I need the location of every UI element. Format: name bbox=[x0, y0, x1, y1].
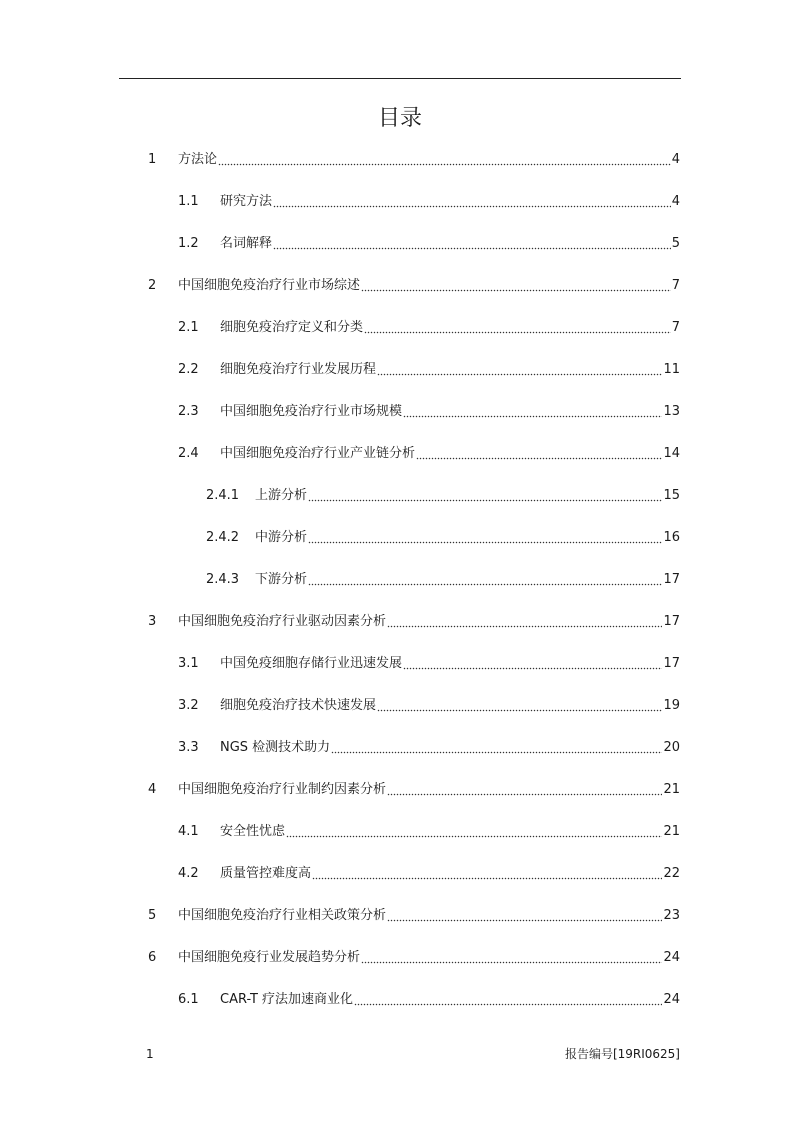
toc-entry-number: 3.2 bbox=[178, 698, 199, 713]
toc-leader-dots bbox=[387, 780, 662, 800]
toc-entry-title[interactable]: 质量管控难度高 bbox=[220, 866, 312, 881]
toc-entry-number: 4.2 bbox=[178, 866, 199, 881]
toc-leader-dots bbox=[308, 528, 662, 548]
toc-entry-title[interactable]: NGS 检测技术助力 bbox=[220, 740, 331, 755]
toc-entry-title[interactable]: 中国细胞免疫治疗行业市场规模 bbox=[220, 404, 403, 419]
toc-entry-title[interactable]: 中国细胞免疫治疗行业市场综述 bbox=[178, 278, 361, 293]
toc-entry[interactable] bbox=[178, 360, 680, 380]
toc-entry-page: 14 bbox=[663, 446, 680, 461]
toc-entry-page: 24 bbox=[663, 950, 680, 965]
toc-leader-dots bbox=[308, 486, 662, 506]
toc-entry-page: 24 bbox=[663, 992, 680, 1007]
toc-entry-page: 22 bbox=[663, 866, 680, 881]
toc-entry-number: 2.1 bbox=[178, 320, 199, 335]
toc-entry-title[interactable]: 中国细胞免疫治疗行业制约因素分析 bbox=[178, 782, 387, 797]
toc-leader-dots bbox=[308, 570, 662, 590]
toc-leader-dots bbox=[361, 948, 662, 968]
toc-leader-dots bbox=[354, 990, 662, 1010]
toc-entry-title[interactable]: 安全性忧虑 bbox=[220, 824, 286, 839]
toc-entry-title[interactable]: 方法论 bbox=[178, 152, 218, 167]
toc-entry-number: 4 bbox=[148, 782, 157, 797]
toc-entry-number: 2.4.3 bbox=[206, 572, 240, 587]
toc-entry-number: 3 bbox=[148, 614, 157, 629]
toc-entry[interactable] bbox=[178, 738, 680, 758]
toc-entry-number: 2.4 bbox=[178, 446, 199, 461]
toc-entry[interactable] bbox=[178, 822, 680, 842]
toc-leader-dots bbox=[403, 402, 662, 422]
toc-entry[interactable] bbox=[178, 654, 680, 674]
toc-entry-page: 16 bbox=[663, 530, 680, 545]
toc-entry[interactable] bbox=[206, 528, 680, 548]
toc-entry-title[interactable]: 中游分析 bbox=[255, 530, 308, 545]
toc-entry-page: 20 bbox=[663, 740, 680, 755]
toc-entry-title[interactable]: 细胞免疫治疗行业发展历程 bbox=[220, 362, 377, 377]
toc-leader-dots bbox=[218, 150, 671, 170]
toc-leader-dots bbox=[364, 318, 671, 338]
toc-entry[interactable] bbox=[178, 864, 680, 884]
footer-page-number: 1 bbox=[146, 1047, 154, 1061]
toc-entry-number: 3.1 bbox=[178, 656, 199, 671]
toc-entry-title[interactable]: 细胞免疫治疗定义和分类 bbox=[220, 320, 364, 335]
toc-entry-title[interactable]: 名词解释 bbox=[220, 236, 273, 251]
toc-entry-title[interactable]: 上游分析 bbox=[255, 488, 308, 503]
toc-entry-title[interactable]: 中国细胞免疫治疗行业相关政策分析 bbox=[178, 908, 387, 923]
toc-entry-number: 5 bbox=[148, 908, 157, 923]
toc-entry-page: 17 bbox=[663, 614, 680, 629]
toc-entry-page: 5 bbox=[671, 236, 680, 251]
toc-entry[interactable] bbox=[148, 948, 680, 968]
toc-entry-number: 1 bbox=[148, 152, 157, 167]
toc-leader-dots bbox=[312, 864, 662, 884]
toc-entry-title[interactable]: 中国细胞免疫治疗行业产业链分析 bbox=[220, 446, 416, 461]
toc-leader-dots bbox=[331, 738, 662, 758]
toc-entry-title[interactable]: 细胞免疫治疗技术快速发展 bbox=[220, 698, 377, 713]
toc-entry-number: 6.1 bbox=[178, 992, 199, 1007]
toc-entry[interactable] bbox=[148, 780, 680, 800]
toc-leader-dots bbox=[273, 234, 671, 254]
toc-leader-dots bbox=[286, 822, 662, 842]
toc-entry[interactable] bbox=[178, 234, 680, 254]
toc-entry[interactable] bbox=[178, 444, 680, 464]
toc-entry-page: 17 bbox=[663, 656, 680, 671]
toc-entry-page: 21 bbox=[663, 782, 680, 797]
toc-entry-title[interactable]: 中国细胞免疫行业发展趋势分析 bbox=[178, 950, 361, 965]
toc-title: 目录 bbox=[377, 106, 422, 131]
toc-entry-number: 2.4.1 bbox=[206, 488, 240, 503]
toc-entry-number: 2.4.2 bbox=[206, 530, 240, 545]
toc-entry-title[interactable]: 下游分析 bbox=[255, 572, 308, 587]
toc-entry[interactable] bbox=[206, 570, 680, 590]
toc-leader-dots bbox=[387, 906, 662, 926]
toc-leader-dots bbox=[387, 612, 662, 632]
toc-entry-page: 17 bbox=[663, 572, 680, 587]
toc-entry-number: 2.3 bbox=[178, 404, 199, 419]
toc-leader-dots bbox=[403, 654, 662, 674]
footer-report-code: 报告编号[19RI0625] bbox=[564, 1047, 680, 1061]
toc-entry-page: 23 bbox=[663, 908, 680, 923]
toc-leader-dots bbox=[361, 276, 671, 296]
toc-entry-page: 4 bbox=[671, 194, 680, 209]
toc-entry-number: 1.2 bbox=[178, 236, 199, 251]
toc-entry-number: 2 bbox=[148, 278, 157, 293]
toc-entry-number: 6 bbox=[148, 950, 157, 965]
toc-entry-page: 21 bbox=[663, 824, 680, 839]
toc-entry-number: 4.1 bbox=[178, 824, 199, 839]
toc-entry[interactable] bbox=[148, 150, 680, 170]
toc-entry-page: 11 bbox=[663, 362, 680, 377]
toc-entry[interactable] bbox=[148, 612, 680, 632]
toc-entry-title[interactable]: 中国细胞免疫治疗行业驱动因素分析 bbox=[178, 614, 387, 629]
toc-entry-number: 2.2 bbox=[178, 362, 199, 377]
toc-entry[interactable] bbox=[178, 318, 680, 338]
toc-entry[interactable] bbox=[206, 486, 680, 506]
toc-entry[interactable] bbox=[178, 192, 680, 212]
toc-entry-page: 4 bbox=[671, 152, 680, 167]
toc-entry[interactable] bbox=[148, 906, 680, 926]
toc-leader-dots bbox=[273, 192, 671, 212]
toc-entry-number: 1.1 bbox=[178, 194, 199, 209]
toc-entry-page: 13 bbox=[663, 404, 680, 419]
toc-entry-page: 7 bbox=[671, 278, 680, 293]
toc-leader-dots bbox=[416, 444, 662, 464]
toc-entry-number: 3.3 bbox=[178, 740, 199, 755]
toc-entry[interactable] bbox=[178, 696, 680, 716]
toc-entry-title[interactable]: 研究方法 bbox=[220, 194, 273, 209]
toc-entry[interactable] bbox=[178, 402, 680, 422]
toc-entry-page: 15 bbox=[663, 488, 680, 503]
toc-entry-title[interactable]: CAR-T 疗法加速商业化 bbox=[220, 992, 354, 1007]
toc-entry-page: 7 bbox=[671, 320, 680, 335]
toc-leader-dots bbox=[377, 696, 662, 716]
toc-entry[interactable] bbox=[178, 990, 680, 1010]
toc-entry[interactable] bbox=[148, 276, 680, 296]
toc-leader-dots bbox=[377, 360, 662, 380]
toc-entry-page: 19 bbox=[663, 698, 680, 713]
toc-entry-title[interactable]: 中国免疫细胞存储行业迅速发展 bbox=[220, 656, 403, 671]
